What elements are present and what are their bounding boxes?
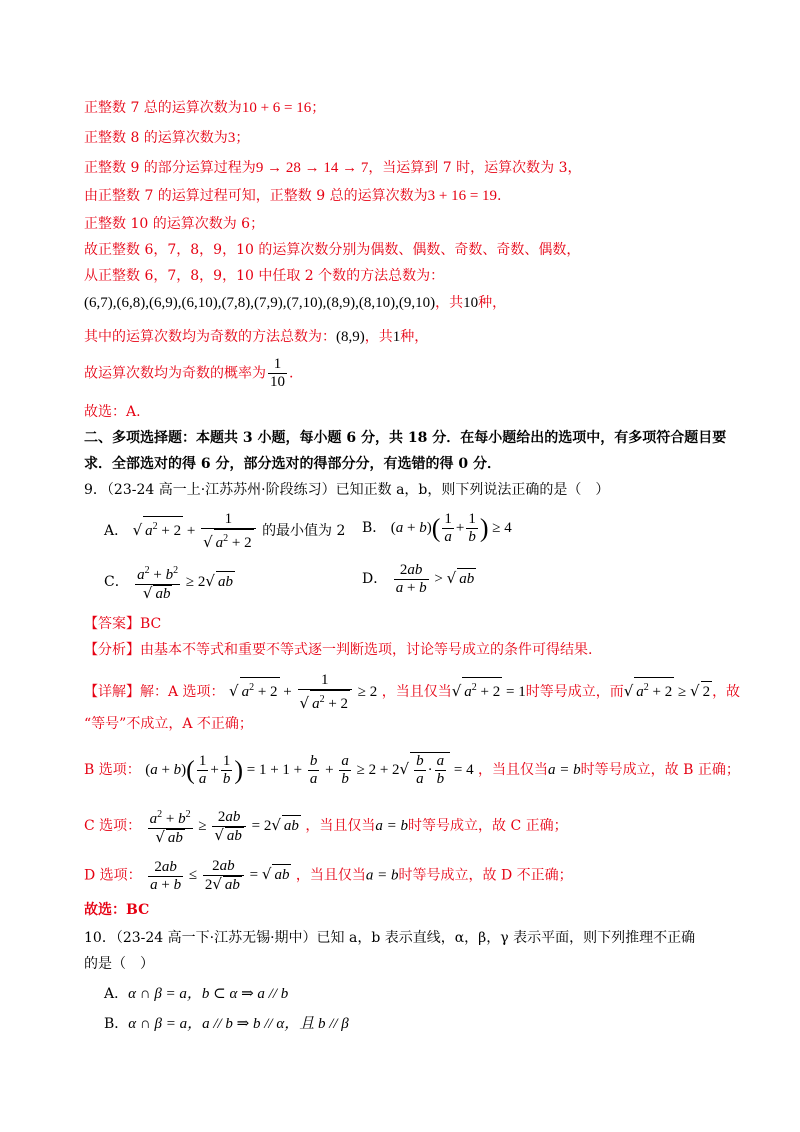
question-9: 9．（23-24 高一上·江苏苏州·阶段练习）已知正数 a，b，则下列说法正确的是（ ） bbox=[84, 482, 610, 498]
question-10: 10．（23-24 高一下·江苏无锡·期中）已知 a，b 表示直线，α，β，γ 表示平面，则下列推理不正确 bbox=[84, 930, 696, 946]
q10-option-b: B．α ∩ β = a，a // b ⇒ b // α，且 b // β bbox=[104, 1016, 349, 1032]
section-heading: 二、多项选择题：本题共 3 小题，每小题 6 分，共 18 分．在每小题给出的选项中，有多项符合题目要 bbox=[84, 430, 727, 446]
option-a: A． √ $a^2 + 2$ + $\frac{1}{√ a^2 + 2}$ 的最小值为 2 bbox=[104, 511, 346, 551]
text-line: 故正整数 6，7，8，9，10 的运算次数分别为偶数、偶数、奇数、奇数、偶数， bbox=[84, 242, 581, 258]
analysis: 【分析】由基本不等式和重要不等式逐一判断选项，讨论等号成立的条件可得结果. bbox=[84, 642, 593, 658]
detail-d: D 选项： $\frac{2ab}{a + b}$ ≤ $\frac{2ab}{2√ ab}$ = √ ab ，当且仅当a = b时等号成立，故 D 不正确； bbox=[84, 858, 573, 893]
text-line: 故选：A. bbox=[84, 404, 141, 420]
answer: 【答案】BC bbox=[84, 616, 162, 632]
option-d: D． $\frac{2ab}{a + b}$ > √ ab bbox=[362, 562, 475, 596]
q10-option-a: A．α ∩ β = a，b ⊂ α ⇒ a // b bbox=[104, 986, 289, 1002]
text-line: 由正整数 7 的运算过程可知，正整数 9 总的运算次数为3 + 16 = 19. bbox=[84, 188, 502, 204]
selection: 故选：BC bbox=[84, 902, 150, 918]
text-line: 其中的运算次数均为奇数的方法总数为：(8,9)，共1种， bbox=[84, 329, 429, 345]
detail-a: 【详解】解：A 选项： √ $a^2 + 2$ + $\frac{1}{√ a^2 + 2}$ ≥ 2 ，当且仅当√ $a^2 + 2 = 1$时等号成立，而√ $a^2 + 2$ ≥ √ 2 ，故 bbox=[84, 672, 741, 712]
question-10-cont: 的是（ ） bbox=[84, 956, 154, 972]
detail-c: C 选项： $\frac{a^2 + b^2}{√ ab}$ ≥ $\frac{2ab}{√ ab}$ = 2√ ab ，当且仅当a = b时等号成立，故 C 正确； bbox=[84, 806, 568, 847]
detail-b: B 选项： (a + b)( $\frac{1}{a}$ + $\frac{1}{b}$ ) = 1 + 1 + $\frac{b}{a}$ + $\frac{a}{b}$ ≥ 2 + 2√ $\frac{b}{a}$ · $\frac{a}{b}$ = 4 ，当且仅当a = b时等号成立，故 B 正确； bbox=[84, 753, 740, 787]
text-line: “等号”不成立，A 不正确； bbox=[84, 716, 253, 732]
option-b: B． (a + b)( $\frac{1}{a}$ + $\frac{1}{b}$ ) ≥ 4 bbox=[362, 511, 512, 545]
text-line: (6,7),(6,8),(6,9),(6,10),(7,8),(7,9),(7,10),(8,9),(8,10),(9,10)，共10种， bbox=[84, 295, 507, 311]
section-heading: 求．全部选对的得 6 分，部分选对的得部分分，有选错的得 0 分． bbox=[84, 456, 501, 472]
fraction: $\frac{1}{10}$ bbox=[270, 356, 285, 390]
text-line: 正整数 8 的运算次数为3； bbox=[84, 130, 250, 146]
text-line: 正整数 7 总的运算次数为10 + 6 = 16； bbox=[84, 100, 326, 116]
option-c: C． $\frac{a^2 + b^2}{√ ab}$ ≥ 2√ ab bbox=[104, 562, 235, 603]
text-line: 正整数 9 的部分运算过程为9 → 28 → 14 → 7，当运算到 7 时，运算次数为 3， bbox=[84, 160, 582, 176]
text-line: 故运算次数均为奇数的概率为 $\frac{1}{10}$ . bbox=[84, 356, 294, 390]
text-line: 从正整数 6，7，8，9，10 中任取 2 个数的方法总数为： bbox=[84, 268, 445, 284]
text-line: 正整数 10 的运算次数为 6； bbox=[84, 216, 265, 232]
